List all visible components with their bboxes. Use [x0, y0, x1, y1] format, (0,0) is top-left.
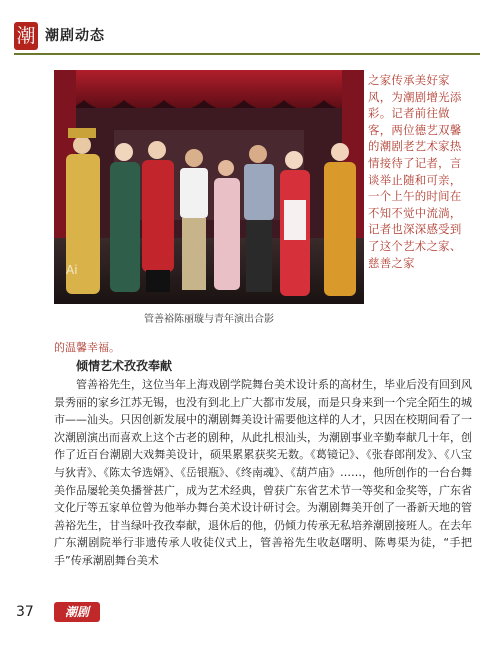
- article-side-text: 之家传承美好家风，为潮剧增光添彩。记者前往做客，两位德艺双馨的潮剧老艺术家热情接待了记者，言谈举止随和可亲，一个上午的时间在不知不觉中流淌，记者也深深感受到了这个艺术之家、慈善之家: [368, 73, 462, 270]
- footer-logo: 潮剧: [54, 602, 100, 622]
- header-divider: [14, 53, 480, 55]
- article-body: 管善裕先生，这位当年上海戏剧学院舞台美术设计系的高材生，毕业后没有回到风景秀丽的家乡江苏无锡，也没有到北上广大都市发展，而是只身来到一个完全陌生的城市——汕头。只因创新发展中的潮剧舞美设计需要他这样的人才，只因在校期间看了一次潮剧演出而喜欢上这个古老的剧种，从此扎根汕头，为潮剧事业辛勤奉献几十年，创作了近百台潮剧大戏舞美设计，硕果累累获奖无数。《葛镜记》、《张春郎削发》、《八宝与狄青》、《陈太爷选婿》、《岳银瓶》、《终南魂》、《葫芦庙》……，他所创作的一台台舞美作品屡轮美奂播誉甚广，成为艺术经典，曾获广东省艺术节一等奖和金奖等，广东省文化厅等五家单位曾为他举办舞台美术设计研讨会。为潮剧舞美开创了一番新天地的管善裕先生，甘当绿叶孜孜奉献，退休后的他，仍倾力传承无私培养潮剧接班人。在去年广东潮剧院举行非遗传承人收徒仪式上，管善裕先生收赵曙明、陈粤渠为徒，“手把手”传承潮剧舞台美术: [54, 378, 472, 567]
- photo-watermark: Ai: [66, 263, 78, 277]
- magazine-logo-icon: 潮: [14, 22, 38, 50]
- page-number: 37: [16, 604, 34, 620]
- group-photo: [54, 70, 364, 304]
- article-continuation: 的温馨幸福。: [54, 341, 120, 354]
- stage-photo-illustration: [54, 70, 364, 304]
- article-subheading: 倾情艺术孜孜奉献: [76, 359, 173, 373]
- page-header: [0, 0, 494, 58]
- section-title: 潮剧动态: [45, 28, 105, 44]
- photo-caption: 管善裕陈丽璇与青年演出合影: [144, 314, 274, 325]
